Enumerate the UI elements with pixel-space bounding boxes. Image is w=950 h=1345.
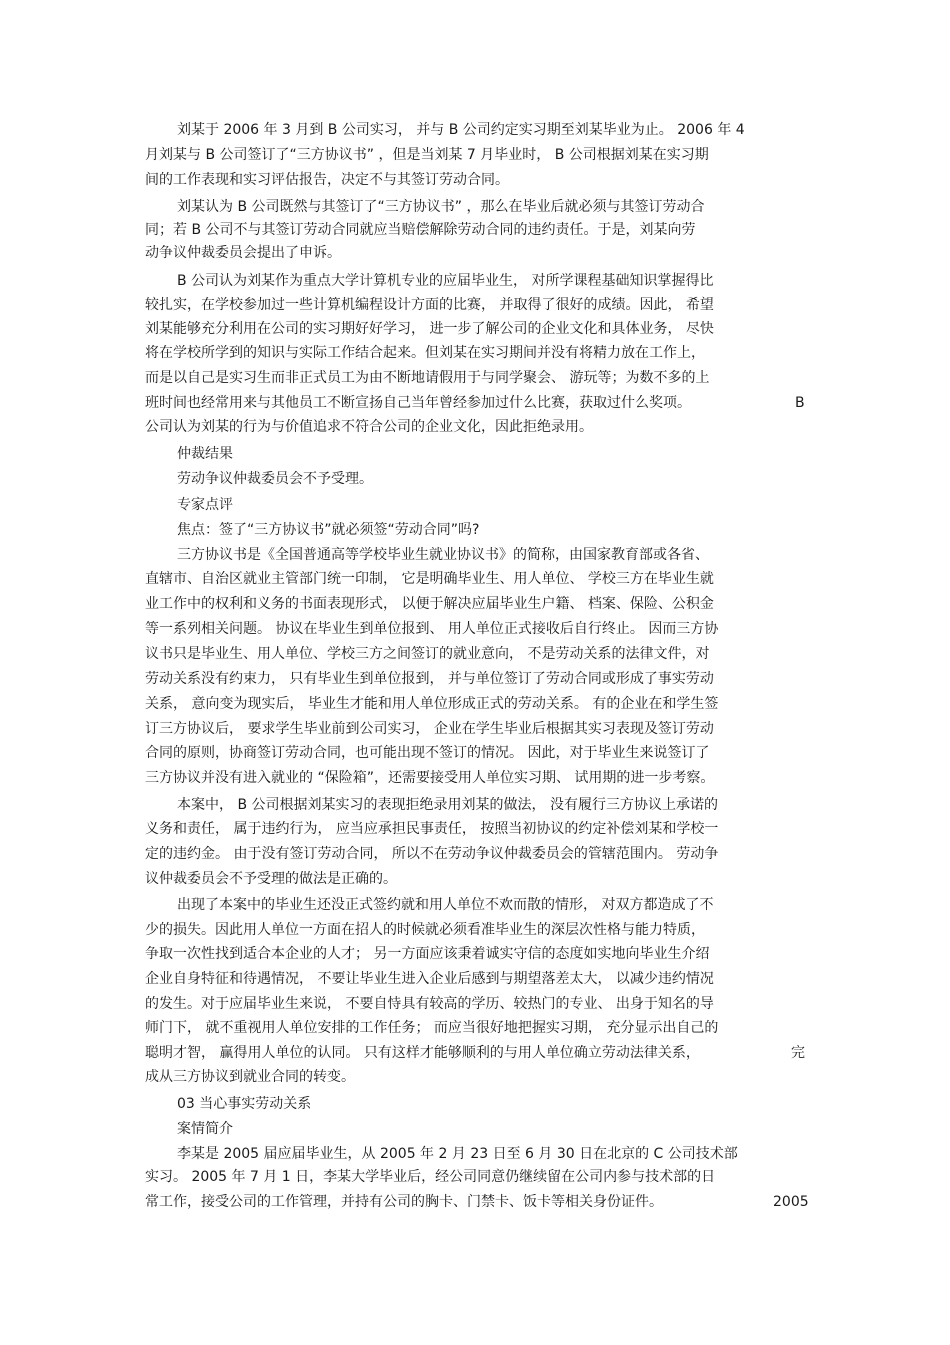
text-line: 较扎实，在学校参加过一些计算机编程设计方面的比赛， 并取得了很好的成绩。因此， 希望 [145,297,714,313]
text-line: 议仲裁委员会不予受理的做法是正确的。 [145,871,397,887]
text-line: 师门下， 就不重视用人单位安排的工作任务； 而应当很好地把握实习期， 充分显示出自己的 [145,1020,719,1036]
text-line: 三方协议并没有进入就业的 “保险箱”，还需要接受用人单位实习期、 试用期的进一步考察。 [145,770,715,786]
section-heading: 专家点评 [177,497,233,513]
text-line: 成从三方协议到就业合同的转变。 [145,1069,355,1085]
text-line: 实习。 2005 年 7 月 1 日，李某大学毕业后，经公司同意仍继续留在公司内参与技术部的日 [145,1169,716,1185]
text-line: 少的损失。因此用人单位一方面在招人的时候就必须看准毕业生的深层次性格与能力特质， [145,922,705,938]
text-line: B 公司认为刘某作为重点大学计算机专业的应届毕业生， 对所学课程基础知识掌握得比 [177,273,714,289]
text-line: 刘某能够充分利用在公司的实习期好好学习， 进一步了解公司的企业文化和具体业务， 尽快 [145,321,714,337]
text-line: 企业自身特征和待遇情况， 不要让毕业生进入企业后感到与期望落差太大， 以减少违约情况 [145,971,714,987]
text-line: 聪明才智， 赢得用人单位的认同。 只有这样才能够顺利的与用人单位确立劳动法律关系， [145,1045,700,1061]
text-line: 同；若 B 公司不与其签订劳动合同就应当赔偿解除劳动合同的违约责任。于是，刘某向劳 [145,222,696,238]
text-line: 常工作，接受公司的工作管理，并持有公司的胸卡、门禁卡、饭卡等相关身份证件。 [145,1194,663,1210]
text-line: 定的违约金。 由于没有签订劳动合同， 所以不在劳动争议仲裁委员会的管辖范围内。 劳动争 [145,846,719,862]
text-fragment: 2005 [773,1194,809,1210]
text-line: 李某是 2005 届应届毕业生，从 2005 年 2 月 23 日至 6 月 30 日在北京的 C 公司技术部 [177,1146,738,1162]
text-line: 合同的原则，协商签订劳动合同，也可能出现不签订的情况。 因此，对于毕业生来说签订了 [145,745,710,761]
text-line: 将在学校所学到的知识与实际工作结合起来。但刘某在实习期间并没有将精力放在工作上， [145,345,705,361]
text-line: 月刘某与 B 公司签订了“三方协议书” ，但是当刘某 7 月毕业时， B 公司根据刘某在实习期 [145,147,709,163]
text-line: 劳动关系没有约束力， 只有毕业生到单位报到， 并与单位签订了劳动合同或形成了事实劳动 [145,671,714,687]
text-line: 劳动争议仲裁委员会不予受理。 [177,471,373,487]
section-heading: 案情简介 [177,1121,233,1137]
text-line: 等一系列相关问题。 协议在毕业生到单位报到、 用人单位正式接收后自行终止。 因而三方协 [145,621,719,637]
text-line: 争取一次性找到适合本企业的人才； 另一方面应该秉着诚实守信的态度如实地向毕业生介绍 [145,946,710,962]
text-line: 间的工作表现和实习评估报告，决定不与其签订劳动合同。 [145,172,509,188]
text-line: 订三方协议后， 要求学生毕业前到公司实习， 企业在学生毕业后根据其实习表现及签订劳动 [145,721,714,737]
text-line: 议书只是毕业生、用人单位、学校三方之间签订的就业意向， 不是劳动关系的法律文件，对 [145,646,710,662]
text-line: 刘某于 2006 年 3 月到 B 公司实习， 并与 B 公司约定实习期至刘某毕业为止。 2006 年 4 [177,122,745,138]
text-fragment: 完 [791,1045,805,1061]
section-heading: 仲裁结果 [177,446,233,462]
text-line: 班时间也经常用来与其他员工不断宣扬自己当年曾经参加过什么比赛，获取过什么奖项。 [145,395,691,411]
text-line: 的发生。对于应届毕业生来说， 不要自恃具有较高的学历、较热门的专业、 出身于知名的导 [145,996,714,1012]
text-line: 而是以自己是实习生而非正式员工为由不断地请假用于与同学聚会、 游玩等；为数不多的上 [145,370,710,386]
text-line: 义务和责任， 属于违约行为， 应当应承担民事责任， 按照当初协议的约定补偿刘某和学校一 [145,821,719,837]
text-line: 动争议仲裁委员会提出了申诉。 [145,245,341,261]
text-line: 焦点：签了“三方协议书”就必须签“劳动合同”吗? [177,522,480,538]
text-line: 出现了本案中的毕业生还没正式签约就和用人单位不欢而散的情形， 对双方都造成了不 [177,897,714,913]
text-fragment: B [795,395,805,411]
text-line: 刘某认为 B 公司既然与其签订了“三方协议书” ，那么在毕业后就必须与其签订劳动合 [177,199,705,215]
text-line: 三方协议书是《全国普通高等学校毕业生就业协议书》的简称，由国家教育部或各省、 [177,547,709,563]
text-line: 直辖市、自治区就业主管部门统一印制， 它是明确毕业生、用人单位、 学校三方在毕业生就 [145,571,714,587]
text-line: 关系， 意向变为现实后， 毕业生才能和用人单位形成正式的劳动关系。 有的企业在和学生签 [145,696,719,712]
text-line: 公司认为刘某的行为与价值追求不符合公司的企业文化，因此拒绝录用。 [145,419,593,435]
section-heading: 03 当心事实劳动关系 [177,1096,312,1112]
text-line: 业工作中的权利和义务的书面表现形式， 以便于解决应届毕业生户籍、 档案、保险、公积金 [145,596,714,612]
text-line: 本案中， B 公司根据刘某实习的表现拒绝录用刘某的做法， 没有履行三方协议上承诺的 [177,797,718,813]
